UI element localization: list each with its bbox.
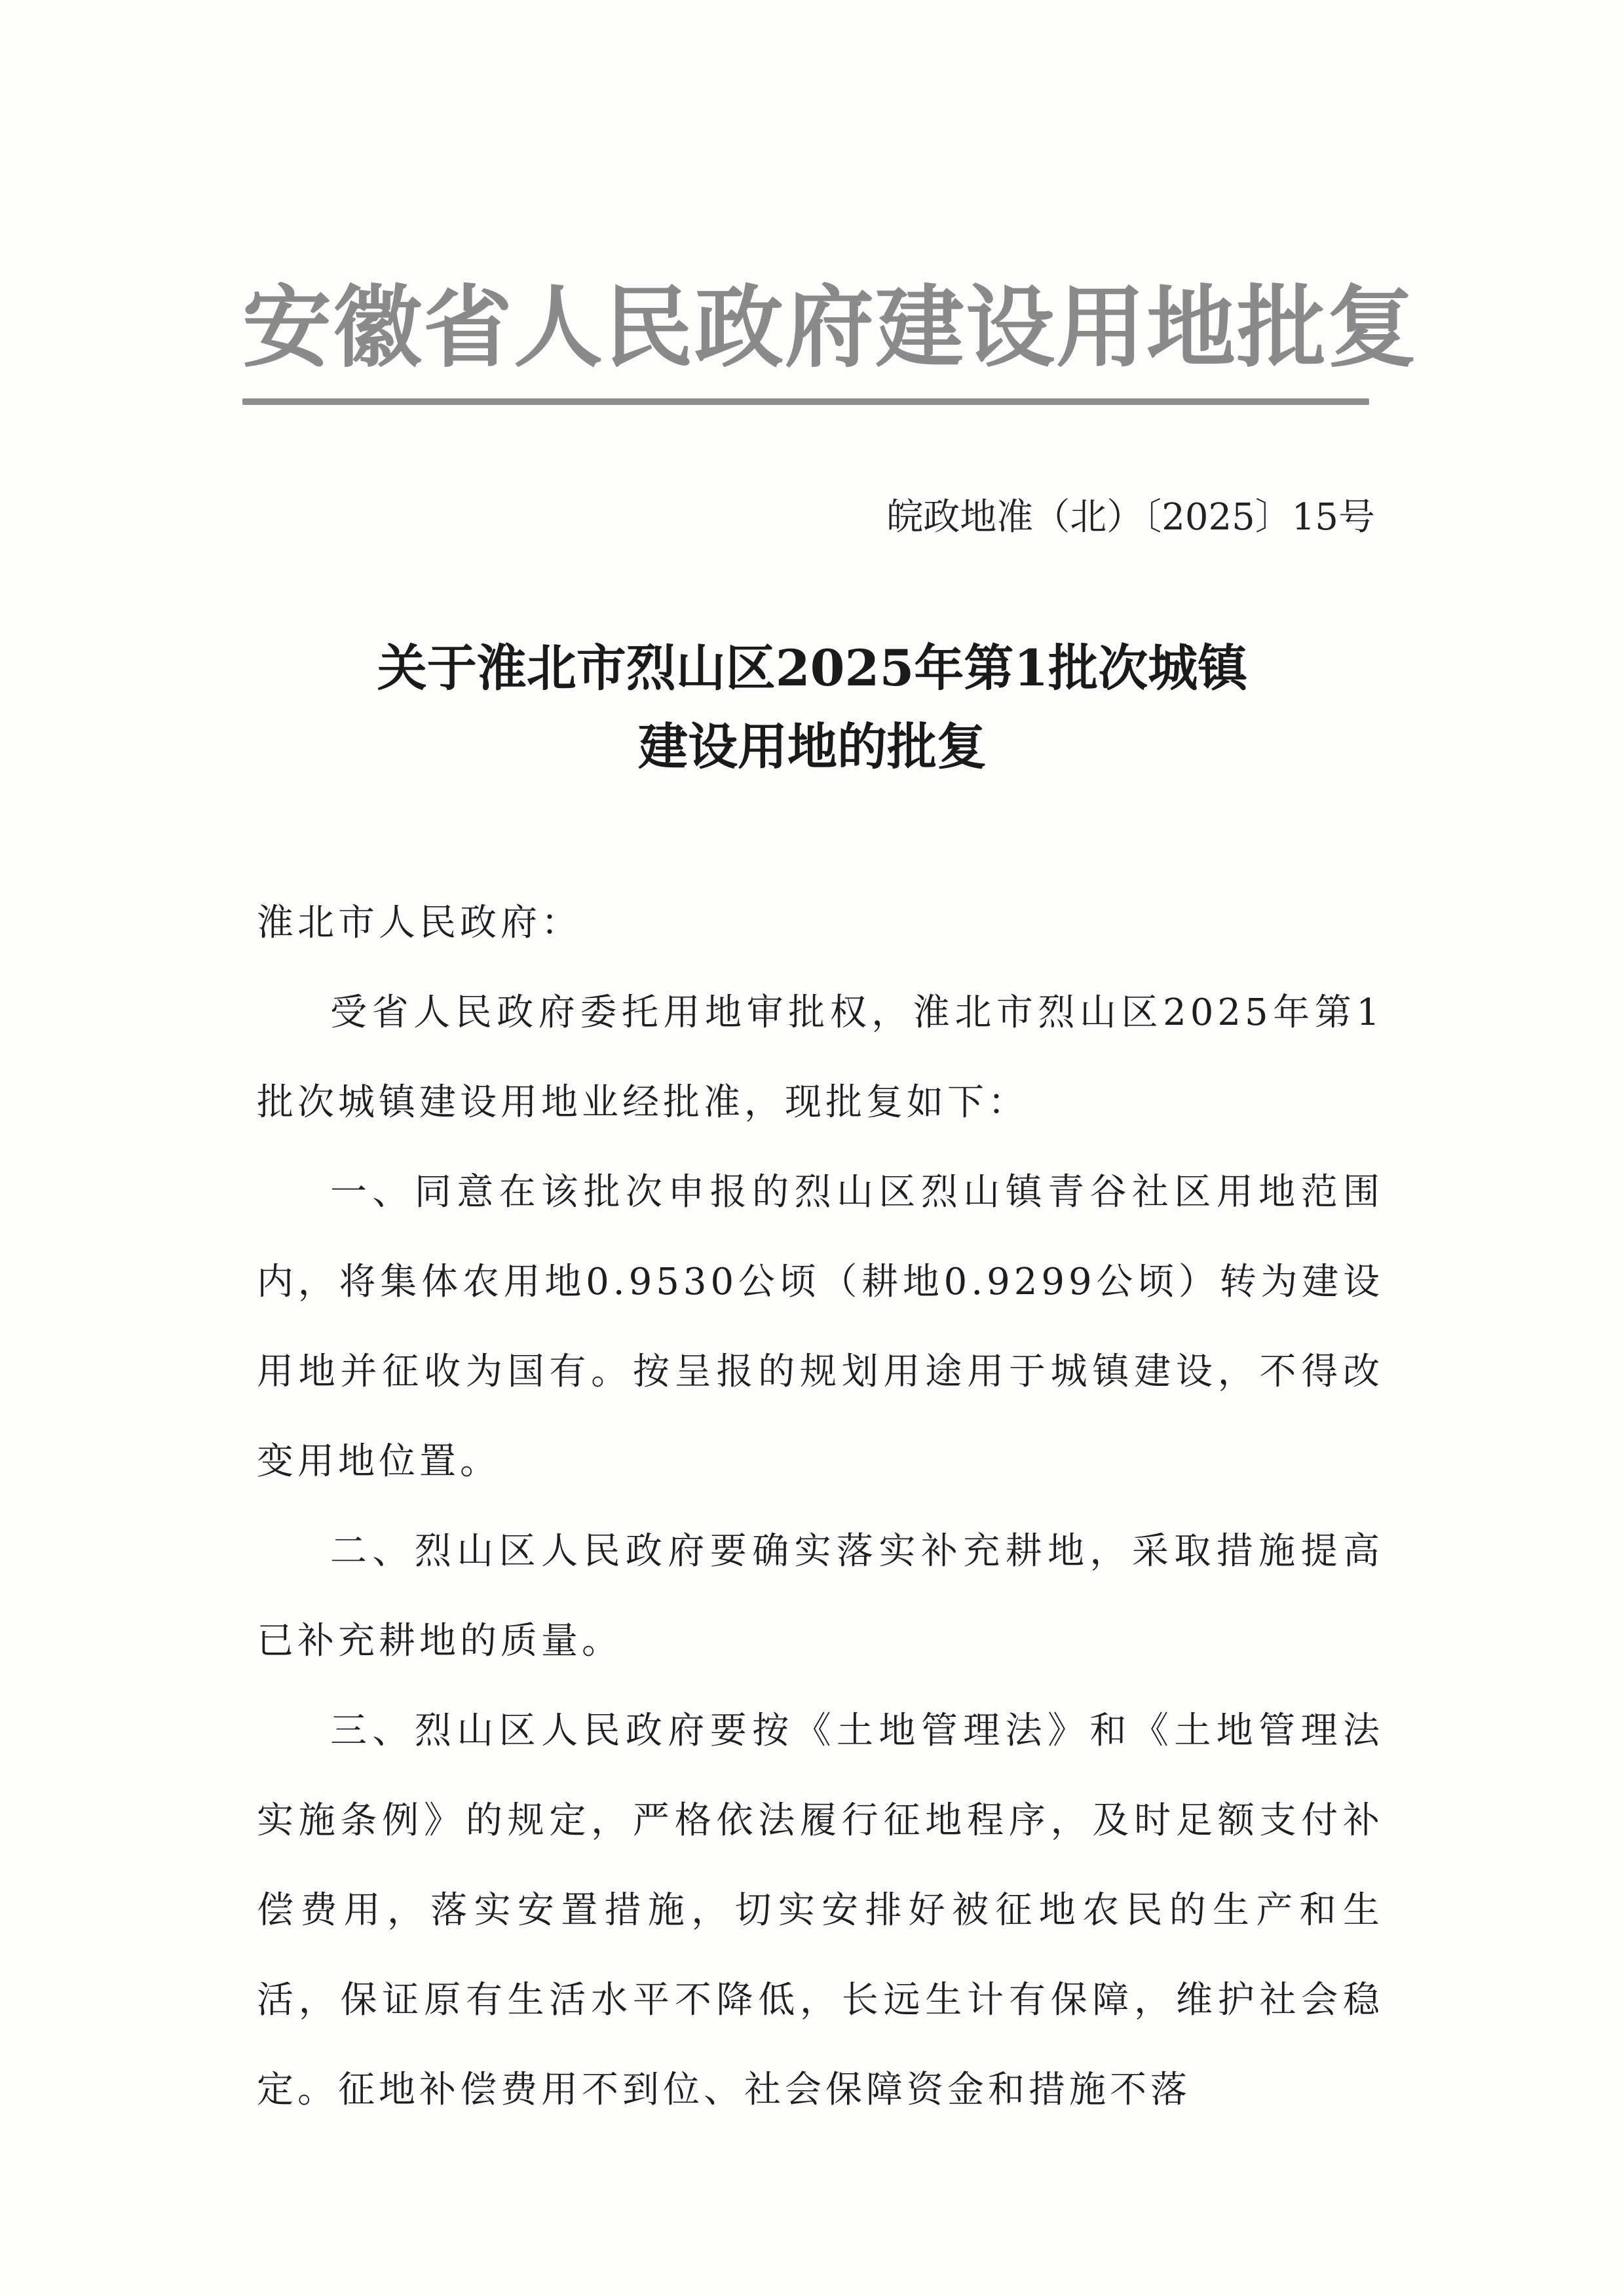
addressee: 淮北市人民政府： <box>257 902 582 944</box>
document-title-line-1: 关于淮北市烈山区2025年第1批次城镇 <box>377 639 1248 697</box>
document-body <box>257 878 1384 2135</box>
paragraph-intro: 受省人民政府委托用地审批权，淮北市烈山区2025年第1批次城镇建设用地业经批准，现批复如下： <box>257 991 1384 1124</box>
masthead-divider <box>242 398 1369 405</box>
paragraph-item-1: 一、同意在该批次申报的烈山区烈山镇青谷社区用地范围内，将集体农用地0.9530公顷（耕地0.9299公顷）转为建设用地并征收为国有。按呈报的规划用途用于城镇建设，不得改变用地位置。 <box>257 1171 1384 1483</box>
document-title <box>242 629 1382 786</box>
document-number: 皖政地准（北）〔2025〕15号 <box>886 496 1375 539</box>
masthead-title: 安徽省人民政府建设用地批复 <box>242 275 1418 380</box>
paragraph-item-3: 三、烈山区人民政府要按《土地管理法》和《土地管理法实施条例》的规定，严格依法履行征地程序，及时足额支付补偿费用，落实安置措施，切实安排好被征地农民的生产和生活，保证原有生活水平不降低，长远生计有保障，维护社会稳定。征地补偿费用不到位、社会保障资金和措施不落 <box>257 1710 1384 2111</box>
paragraph-item-2: 二、烈山区人民政府要确实落实补充耕地，采取措施提高已补充耕地的质量。 <box>257 1530 1384 1662</box>
document-title-line-2: 建设用地的批复 <box>638 718 987 776</box>
